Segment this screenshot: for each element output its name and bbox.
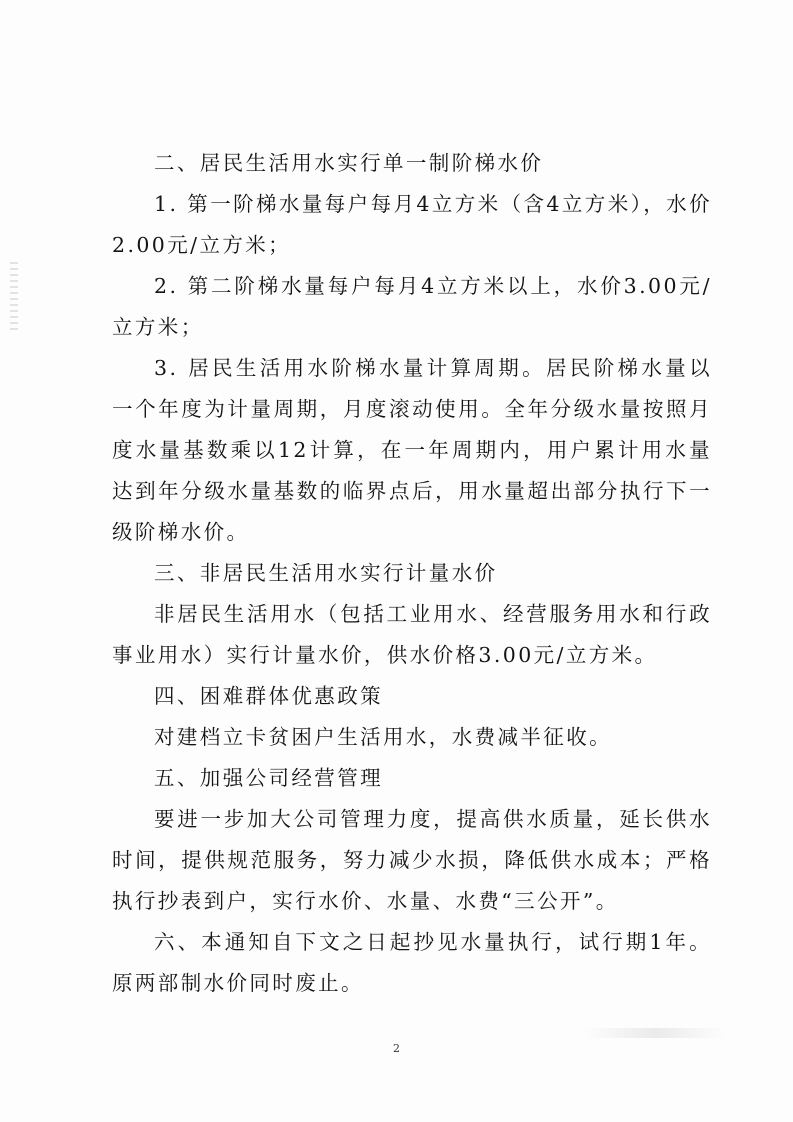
section-heading-2: 二、居民生活用水实行单一制阶梯水价 bbox=[154, 151, 544, 175]
section-heading-3: 三、非居民生活用水实行计量水价 bbox=[154, 561, 498, 585]
scan-smudge bbox=[585, 1028, 725, 1038]
scan-speck bbox=[10, 262, 18, 332]
non-resident-paragraph: 非居民生活用水（包括工业用水、经营服务用水和行政事业用水）实行计量水价，供水价格3.00元/立方米。 bbox=[112, 602, 712, 667]
tier-one-paragraph: 1. 第一阶梯水量每户每月4立方米（含4立方米），水价2.00元/立方米； bbox=[112, 192, 712, 257]
page-number: 2 bbox=[393, 1042, 400, 1055]
section-heading-5: 五、加强公司经营管理 bbox=[154, 766, 383, 790]
tier-two-paragraph: 2. 第二阶梯水量每户每月4立方米以上，水价3.00元/立方米； bbox=[112, 274, 712, 339]
management-paragraph: 要进一步加大公司管理力度，提高供水质量，延长供水时间，提供规范服务，努力减少水损，降低供水成本；严格执行抄表到户，实行水价、水量、水费“三公开”。 bbox=[112, 807, 712, 913]
section-heading-4: 四、困难群体优惠政策 bbox=[154, 684, 383, 708]
effective-date-paragraph: 六、本通知自下文之日起抄见水量执行，试行期1年。原两部制水价同时废止。 bbox=[112, 930, 712, 995]
calculation-period-paragraph: 3. 居民生活用水阶梯水量计算周期。居民阶梯水量以一个年度为计量周期，月度滚动使用。全年分级水量按照月度水量基数乘以12计算，在一年周期内，用户累计用水量达到年分级水量基数的临界点后，用水量超出部分执行下一级阶梯水价。 bbox=[112, 356, 712, 544]
document-body bbox=[112, 143, 712, 1004]
poverty-discount-paragraph: 对建档立卡贫困户生活用水，水费减半征收。 bbox=[154, 725, 612, 749]
